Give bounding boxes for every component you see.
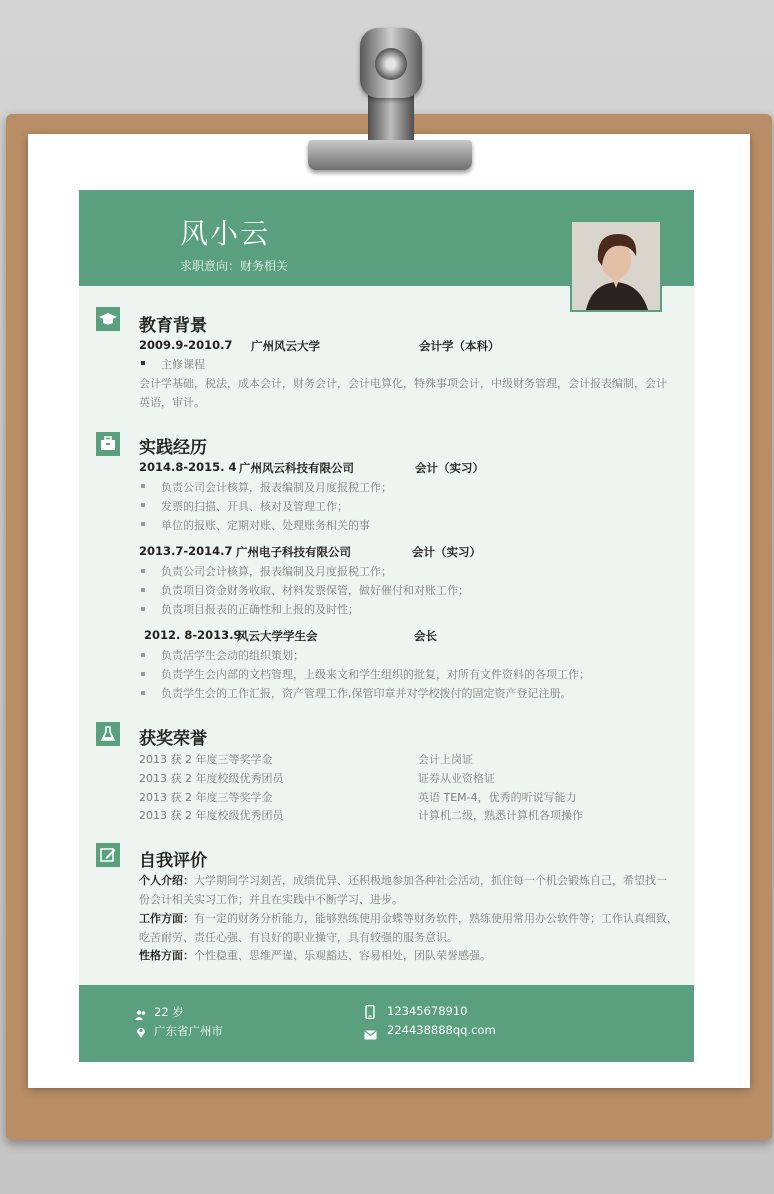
flask-icon [96, 722, 120, 746]
character-label: 性格方面： [139, 949, 194, 962]
candidate-name: 风小云 [180, 217, 271, 250]
resume [79, 190, 694, 1062]
award-left: 2013 获 2 年度校级优秀团员 [139, 772, 284, 785]
job-company: 广州风云科技有限公司 [239, 461, 354, 475]
list-bullet [141, 653, 145, 657]
list-bullet [141, 522, 145, 526]
job-role: 会计（实习） [415, 461, 484, 475]
job-item: 负责项目资金财务收取、材料发票保管，做好催付和对账工作； [161, 584, 469, 597]
work-label: 工作方面： [139, 912, 194, 925]
phone-icon [365, 1004, 375, 1023]
clip-stem [368, 92, 414, 144]
list-bullet [141, 569, 145, 573]
location-pin-icon [135, 1024, 147, 1043]
profile-photo [570, 220, 662, 312]
education-major: 会计学（本科） [419, 339, 500, 353]
job-item: 负责公司会计核算，报表编制及月度报税工作； [161, 565, 392, 578]
self-eval-line [139, 910, 678, 926]
job-item: 负责活学生会动的组织策划； [161, 649, 304, 662]
course-line-1: 会计学基础，税法，成本会计，财务会计，会计电算化，特殊事项会计，中级财务管理，会计报表编制，会计 [139, 377, 667, 390]
graduation-cap-icon [96, 307, 120, 331]
intro-text: 大学期间学习刻苦，成绩优异、还积极地参加各种社会活动，抓住每一个机会锻炼自己，希望找一 [194, 874, 667, 887]
briefcase-icon [96, 432, 120, 456]
award-right: 计算机二级，熟悉计算机各项操作 [418, 809, 583, 822]
list-bullet [141, 588, 145, 592]
job-company: 风云大学学生会 [237, 629, 318, 643]
award-left: 2013 获 2 年度三等奖学金 [139, 753, 273, 766]
course-line-2: 英语，审计。 [139, 396, 205, 409]
job-period: 2014.8-2015. 4 [139, 460, 237, 474]
course-label: 主修课程 [161, 358, 205, 371]
awards-title: 获奖荣誉 [139, 729, 207, 749]
self-eval-title: 自我评价 [139, 851, 207, 871]
self-eval-line [139, 872, 667, 888]
list-bullet [141, 484, 145, 488]
work-text: 有一定的财务分析能力，能够熟练使用金蝶等财务软件，熟练使用常用办公软件等；工作认真细致， [194, 912, 678, 925]
job-item: 发票的扫描、开具、核对及管理工作； [161, 500, 348, 513]
mail-icon [364, 1025, 377, 1044]
job-intent: 求职意向：财务相关 [180, 259, 289, 273]
list-bullet [141, 672, 145, 676]
award-left: 2013 获 2 年度校级优秀团员 [139, 809, 284, 822]
edit-icon [96, 843, 120, 867]
education-title: 教育背景 [139, 316, 207, 336]
job-role: 会长 [414, 629, 437, 643]
award-right: 英语 TEM-4，优秀的听说写能力 [418, 791, 577, 804]
clip-base [308, 140, 472, 170]
job-role: 会计（实习） [412, 545, 481, 559]
job-period: 2013.7-2014.7 [139, 544, 233, 558]
list-bullet [141, 503, 145, 507]
job-company: 广州电子科技有限公司 [236, 545, 351, 559]
email-text: 224438888qq.com [387, 1023, 496, 1037]
location-text: 广东省广州市 [154, 1024, 223, 1038]
self-eval-line [139, 947, 491, 963]
job-period: 2012. 8-2013.9 [144, 628, 242, 642]
list-bullet [141, 691, 145, 695]
contact-footer [79, 985, 694, 1062]
education-period: 2009.9-2010.7 [139, 338, 233, 352]
job-item: 负责学生会内部的文档管理，上级来文和学生组织的批复，对所有文件资料的各项工作； [161, 668, 590, 681]
character-text: 个性稳重、思维严谨、乐观豁达、容易相处，团队荣誉感强。 [194, 949, 491, 962]
self-eval-line: 份会计相关实习工作；并且在实践中不断学习、进步。 [139, 893, 403, 906]
award-right: 会计上岗证 [418, 753, 473, 766]
education-school: 广州风云大学 [251, 339, 320, 353]
intro-label: 个人介绍： [139, 874, 194, 887]
job-item: 单位的报账、定期对账、处理账务相关的事 [161, 519, 370, 532]
clip-hole [375, 48, 407, 80]
award-left: 2013 获 2 年度三等奖学金 [139, 791, 273, 804]
award-right: 证券从业资格证 [418, 772, 495, 785]
list-bullet [141, 607, 145, 611]
age-text: 22 岁 [154, 1005, 184, 1019]
self-eval-line: 吃苦耐劳、责任心强、有良好的职业操守，具有较强的服务意识。 [139, 931, 458, 944]
practice-title: 实践经历 [139, 438, 207, 458]
people-icon [135, 1006, 147, 1025]
list-bullet [141, 361, 145, 365]
phone-text: 12345678910 [387, 1004, 468, 1018]
job-item: 负责项目报表的正确性和上报的及时性； [161, 603, 359, 616]
job-item: 负责学生会的工作汇报，资产管理工作,保管印章并对学校拨付的固定资产登记注册。 [161, 687, 572, 700]
job-item: 负责公司会计核算，报表编制及月度报税工作； [161, 481, 392, 494]
